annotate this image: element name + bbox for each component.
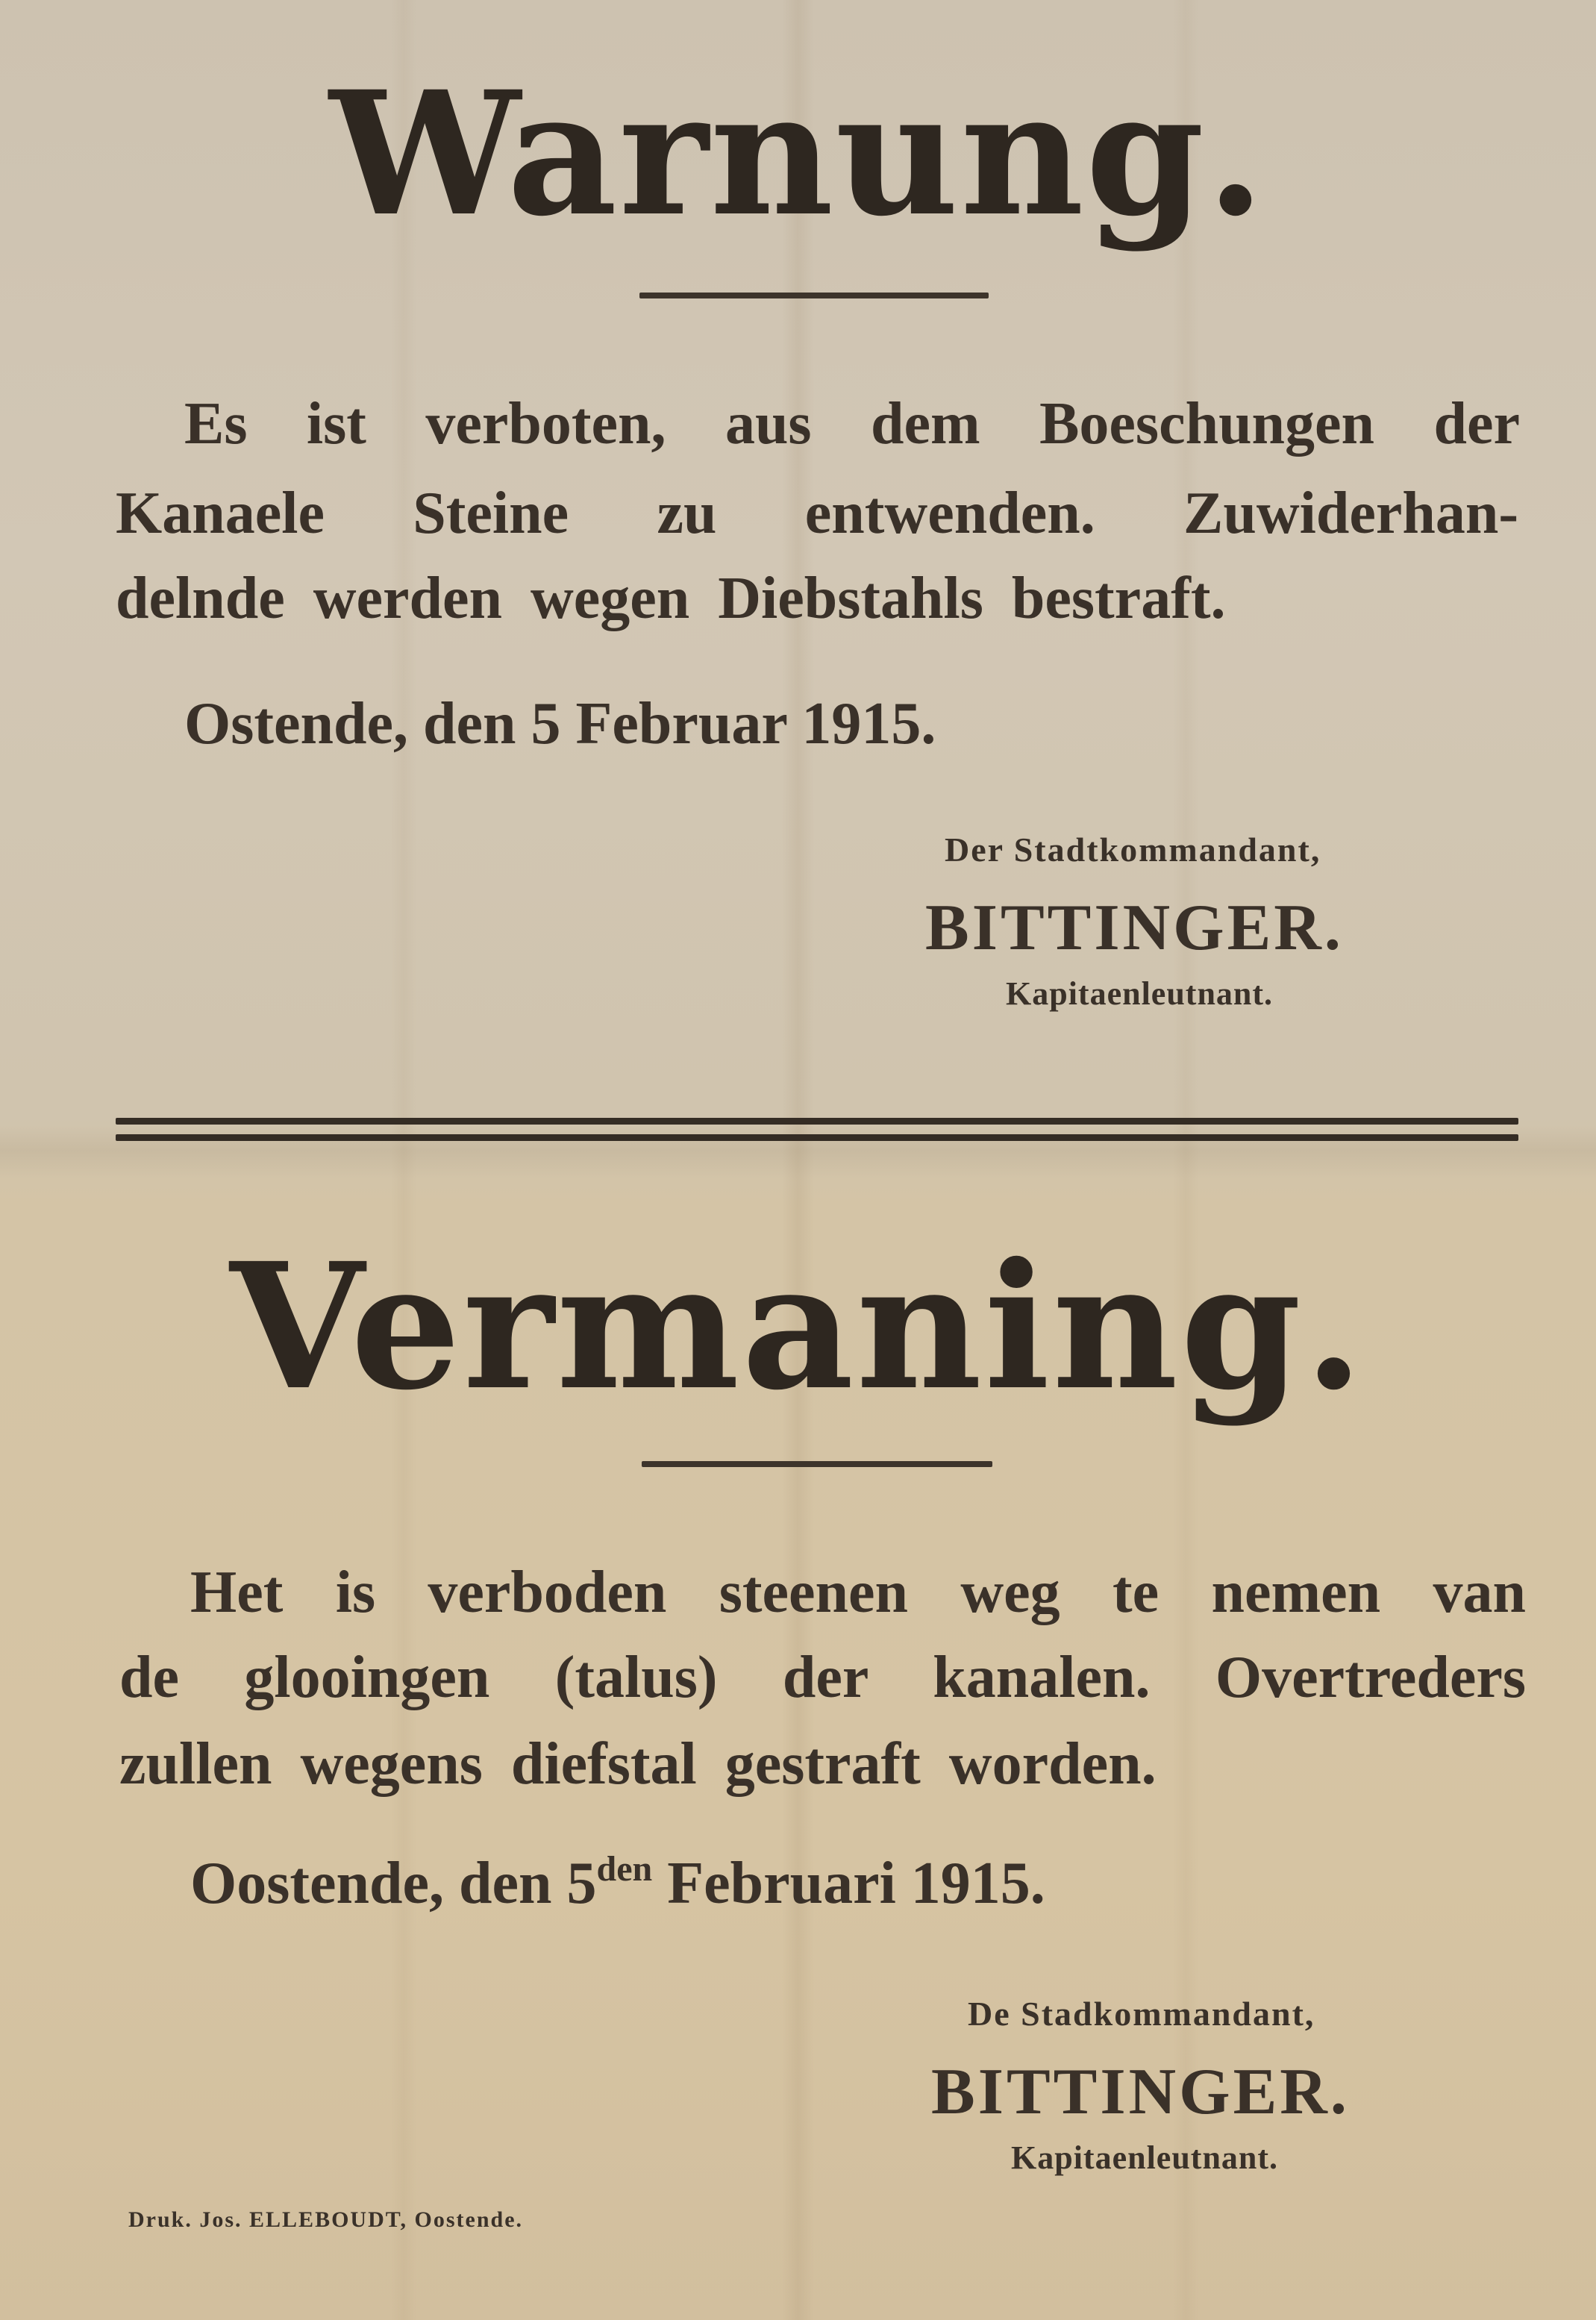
dutch-title-underline [642,1461,992,1467]
german-body-line-1: Es ist verboten, aus dem Boeschungen der [184,391,1520,457]
dutch-signature-rank: Kapitaenleutnant. [1011,2139,1279,2176]
dutch-date-suffix: Februari 1915. [652,1851,1045,1916]
dutch-signature-office: De Stadkommandant, [968,1995,1315,2033]
dutch-body-line-1: Het is verboden steenen weg te nemen van [190,1560,1526,1625]
dutch-date-prefix: Oostende, den 5 [190,1851,597,1916]
german-title-underline [639,293,989,298]
dutch-date-superscript: den [596,1849,653,1889]
dutch-body-line-2: de glooingen (talus) der kanalen. Overtreders [119,1645,1526,1710]
german-signature-rank: Kapitaenleutnant. [1006,975,1274,1012]
german-body-line-3: delnde werden wegen Diebstahls bestraft. [116,566,1226,631]
dutch-body-line-3: zullen wegens diefstal gestraft worden. [119,1731,1157,1797]
german-body-line-2: Kanaele Steine zu entwenden. Zuwiderhan- [116,481,1518,546]
printer-imprint: Druk. Jos. ELLEBOUDT, Oostende. [128,2207,524,2232]
dutch-title: Vermaning. [230,1225,1366,1428]
german-signature-name: BITTINGER. [925,892,1344,964]
german-date: Ostende, den 5 Februar 1915. [184,691,936,757]
dutch-date [190,1849,1384,1916]
section-separator-rule-bottom [116,1134,1518,1141]
german-title: Warnung. [329,54,1267,254]
german-signature-office: Der Stadtkommandant, [945,831,1321,869]
section-separator-rule-top [116,1118,1518,1125]
dutch-signature-name: BITTINGER. [931,2056,1350,2128]
